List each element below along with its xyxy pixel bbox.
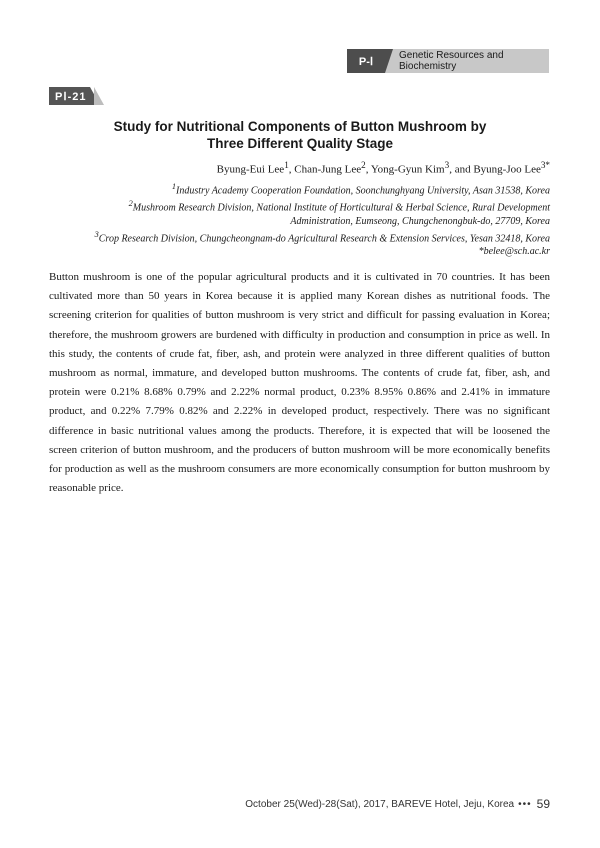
affiliation-number: 1 bbox=[171, 182, 177, 191]
paper-title bbox=[60, 118, 540, 152]
footer-dots: ••• bbox=[518, 798, 532, 810]
affiliation-2-continued: Administration, Eumseong, Chungchenongbuk-do, 27709, Korea bbox=[290, 215, 550, 227]
affiliation-text: Mushroom Research Division, National Institute of Horticultural & Herbal Science, Rural Development bbox=[132, 202, 550, 214]
affiliation-number: 3 bbox=[94, 229, 99, 239]
author-name: Byung-Eui Lee bbox=[216, 163, 285, 176]
author-affiliation-mark: 1 bbox=[284, 160, 289, 170]
affiliation-text: Industry Academy Cooperation Foundation, Soonchunghyang University, Asan 31538, Korea bbox=[176, 185, 550, 197]
page-footer bbox=[245, 797, 550, 811]
session-name: Genetic Resources and Biochemistry bbox=[393, 49, 549, 73]
author-affiliation-mark: 3* bbox=[540, 160, 550, 170]
author-affiliation-mark: 2 bbox=[361, 160, 366, 170]
author-connector: and bbox=[454, 163, 471, 176]
poster-id-badge bbox=[49, 87, 104, 105]
affiliation-number: 2 bbox=[128, 199, 133, 209]
author-name: Chan-Jung Lee bbox=[294, 163, 362, 176]
author-name: Yong-Gyun Kim bbox=[370, 163, 445, 176]
author-affiliation-mark: 3 bbox=[444, 160, 450, 170]
affiliation-1 bbox=[50, 180, 550, 197]
affiliation-2 bbox=[50, 197, 550, 214]
affiliations bbox=[50, 180, 550, 258]
title-line-2: Three Different Quality Stage bbox=[206, 136, 394, 151]
title-line-1: Study for Nutritional Components of Button Mushroom by bbox=[113, 119, 487, 134]
affiliation-text: Crop Research Division, Chungcheongnam-do Agricultural Research & Extension Services, Yesan 32418, Korea bbox=[98, 232, 550, 244]
badge-stripe bbox=[94, 87, 104, 105]
abstract-body: Button mushroom is one of the popular agricultural products and it is cultivated in 70 countries. It has been cultivated more than 50 years in Korea because it is applied many Korean dishes as nutritional foods. The screening criterion for qualities of button mushroom is very strict and difficult for passing evaluation in Korea; therefore, the mushroom growers are burdened with difficulty in production and consumption in price as well. In this study, the contents of crude fat, fiber, ash, and protein were analyzed in three different qualities of button mushroom as normal, immature, and developed button mushrooms. The contents of crude fat, fiber, ash, and protein were 0.21% 8.68% 0.79% and 2.22% normal product, 0.23% 8.95% 0.86% and 2.41% in immature product, and 0.22% 7.79% 0.82% and 2.22% in developed product, respectively. There was no significant difference in basic nutritional values among the products. Therefore, it is expected that will be loosened the screen criterion of button mushroom, and the producers of button mushroom will be more economically benefits for production as well as the mushroom consumers are more economically consumption for button mushroom by reasonable price. bbox=[49, 271, 550, 495]
page-number: 59 bbox=[536, 797, 550, 811]
event-info: October 25(Wed)-28(Sat), 2017, BAREVE Hotel, Jeju, Korea bbox=[245, 798, 515, 810]
affiliation-3 bbox=[50, 228, 550, 245]
poster-id: PⅠ-21 bbox=[49, 87, 90, 105]
corresponding-email: *belee@sch.ac.kr bbox=[478, 245, 550, 257]
session-header-divider bbox=[385, 49, 393, 73]
author-name: Byung-Joo Lee bbox=[473, 163, 541, 176]
session-header bbox=[347, 49, 549, 73]
author-list: Byung-Eui Lee$^1$, Chan-Jung Lee$^2$, Yong-Gyun Kim$^3$, and Byung-Joo Lee$^{3*}$ bbox=[216, 160, 550, 176]
session-code: P-Ⅰ bbox=[347, 49, 385, 73]
